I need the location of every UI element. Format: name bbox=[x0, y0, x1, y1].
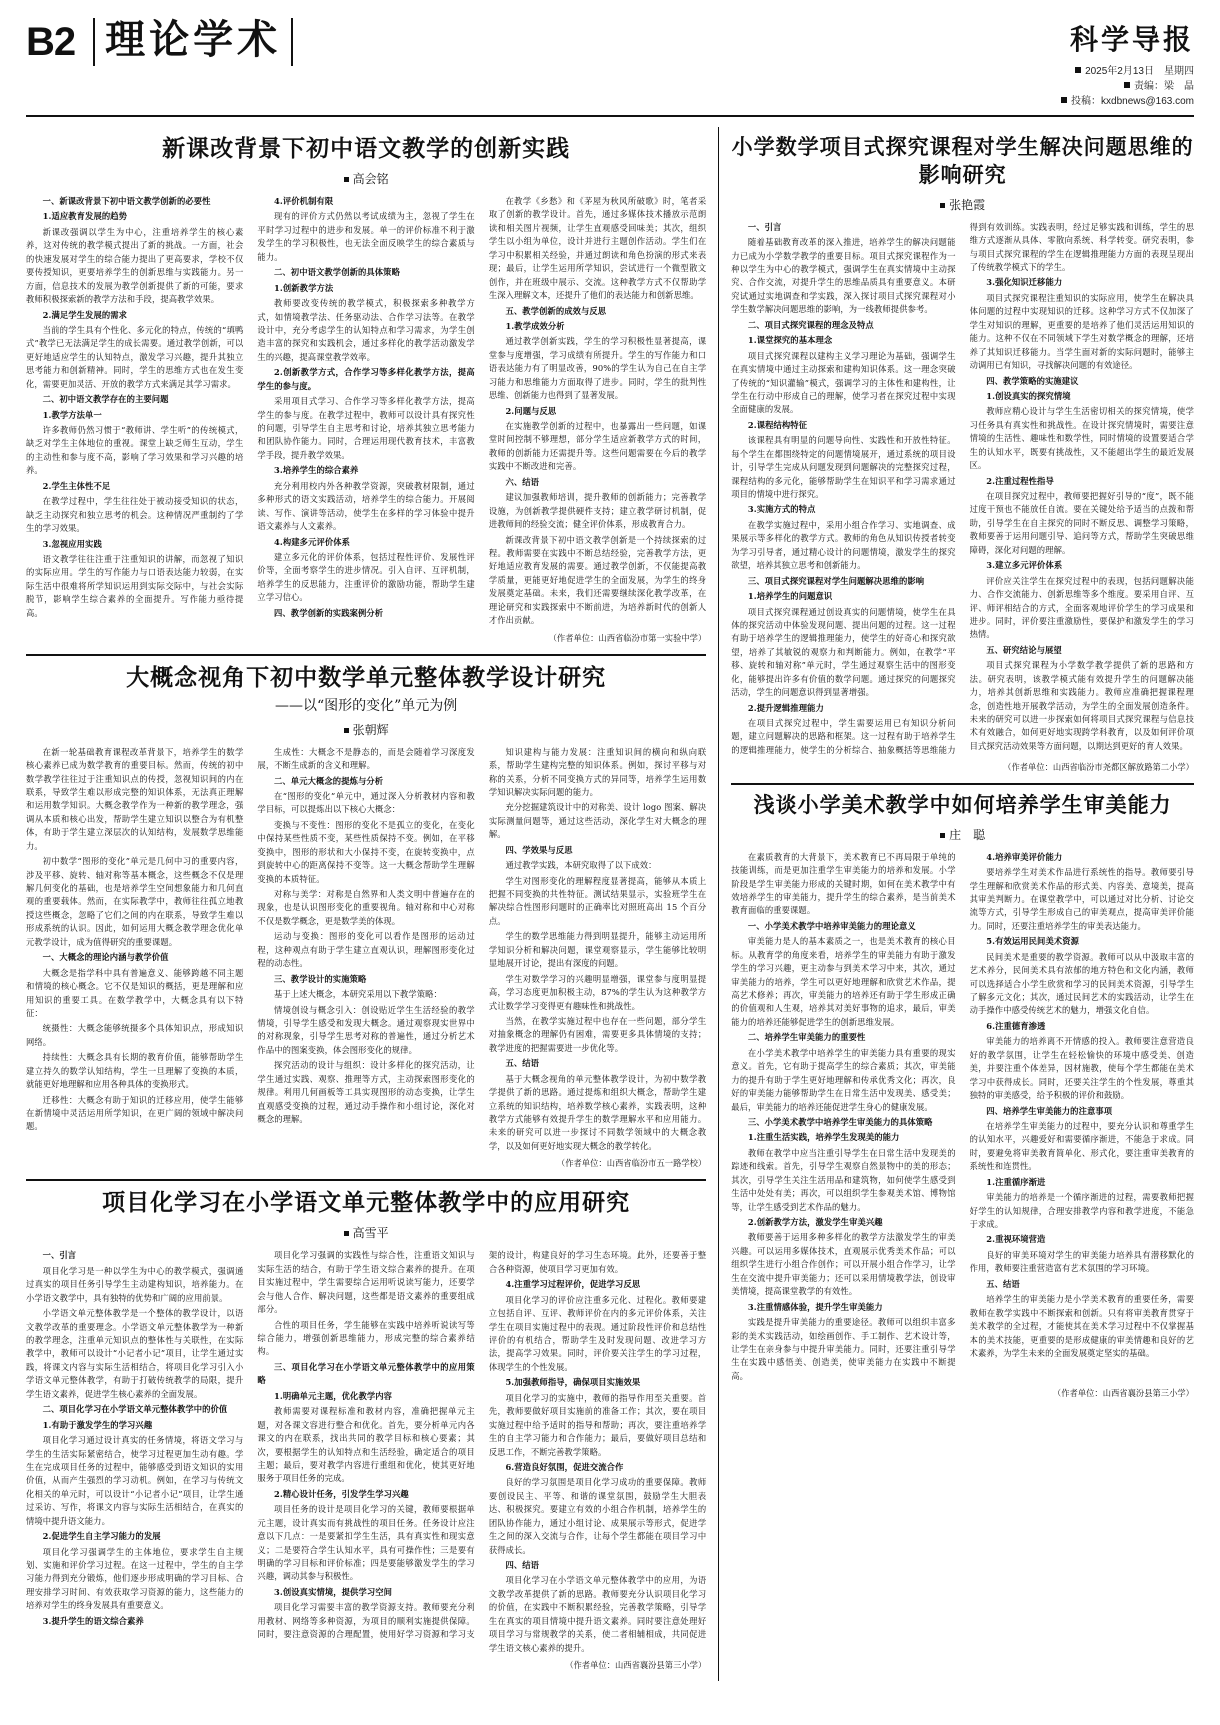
article-affiliation: （作者单位：山西省临汾市五一路学校） bbox=[556, 1158, 707, 1169]
article-subheading: 3.忽视应用实践 bbox=[42, 538, 102, 549]
article-byline bbox=[731, 826, 1194, 843]
article-paragraph: 在教学实施过程中，采用小组合作学习、实地调查、成果展示等多样化的教学方式。教师的角色从知识传授者转变为学习引导者，通过精心设计的问题情境，激发学生的探究欲望，培养其独立思考和创新能力。 bbox=[731, 519, 956, 571]
article-title: 小学数学项目式探究课程对学生解决问题思维的影响研究 bbox=[731, 134, 1194, 188]
article-subheading: 四、学效果与反思 bbox=[505, 844, 573, 855]
article-title: 浅谈小学美术教学中如何培养学生审美能力 bbox=[753, 792, 1172, 818]
article-paragraph: 变换与不变性：图形的变化不是孤立的变化，在变化中保持某些性质不变，某些性质保持不变。例如，在平移变换中，图形的形状和大小保持不变，在旋转变换中，点到旋转中心的距离保持不变等。这一大概念帮助学生理解变换的本质特征。 bbox=[257, 819, 475, 884]
article-subheading: 二、项目式探究课程的理念及特点 bbox=[747, 319, 874, 330]
article-paragraph: 项目式探究课程为小学数学教学提供了新的思路和方法。研究表明，该教学模式能有效提升学生的问题解决能力，培养其创新思维和实践能力。教师应准确把握课程理念，创造性地开展教学活动，为学生的全面发展创造条件。未来的研究可以进一步探索如何将项目式探究课程与信息技术有效融合，如何更好地实现跨学科教育，以及如何评价项目式探究活动效果等方面问题，以期达到更好的育人效果。 bbox=[969, 660, 1194, 751]
submission-email: 投稿：kxdbnews@163.com bbox=[1071, 96, 1194, 107]
article-paragraph: 在小学美术教学中培养学生的审美能力具有重要的现实意义。首先，它有助于提高学生的综合素质；其次，审美能力的提升有助于学生更好地理解和传承优秀文化；再次，良好的审美能力能够帮助学生在日常生活中发现美、感受美；最后，审美能力的培养还能促进学生身心的健康发展。 bbox=[731, 1047, 956, 1112]
article-3 bbox=[26, 1187, 706, 1671]
article-paragraph: 实践是提升审美能力的重要途径。教师可以组织丰富多彩的美术实践活动，如绘画创作、手工制作、艺术设计等，让学生在亲身参与中提升审美能力。同时，还要注重引导学生在实践中感悟美、创造美，使审美能力在实践中不断提高。 bbox=[731, 1317, 956, 1381]
article-paragraph: 采用项目式学习、合作学习等多样化教学方法，提高学生的参与度。在教学过程中，教师可以设计具有探究性的问题，引导学生自主思考和讨论，培养其独立思考能力和团队协作能力。同时，合理运用现代教育技术，丰富教学手段，提升教学效果。 bbox=[257, 396, 475, 460]
article-affiliation: （作者单位：山西省襄汾县第三小学） bbox=[565, 1660, 707, 1671]
article-paragraph: 项目化学习需要丰富的教学资源支持。教师要充分利用教材、网络等多种资源，为项目的顺利实施提供保障。同时，要注意资源的合理配置，使用好学习资源和学习支架的设计，构建良好的学习生态环境。此外，还要善于整合各种资源，使项目学习更加有效。 bbox=[257, 1250, 707, 1640]
article-body bbox=[26, 1249, 706, 1655]
article-2 bbox=[26, 662, 706, 1170]
article-paragraph: 项目任务的设计是项目化学习的关键，教师要根据单元主题，设计真实而有挑战性的项目任务。任务设计应注意以下几点：一是要紧扣学生生活，具有真实性和现实意义；二是要符合学生认知水平，具有可操作性；三是要有明确的学习目标和评价标准；四是要能够激发学生的学习兴趣，调动其参与积极性。 bbox=[257, 1504, 475, 1582]
article-paragraph: 随着基础教育改革的深入推进，培养学生的解决问题能力已成为小学数学教学的重要目标。项目式探究课程作为一种以学生为中心的教学模式，强调学生在真实情境中主动探究、合作交流，对提升学生的思维品质具有重要意义。本研究试通过实地调查和学实践，深入探讨项目式探究课程对小学生数学解决问题思维的影响，为一线教师提供参考。 bbox=[731, 237, 956, 315]
article-paragraph: 通过教学创新实践，学生的学习积极性显著提高，课堂参与度增强，学习成绩有所提升。学生的写作能力和口语表达能力有了明显改善，90%的学生认为自己在自主学习能力和思维能力方面取得了进步。同时，学生的批判性思维、创新能力也得到了显著发展。 bbox=[488, 336, 707, 401]
article-paragraph: 在项目探究过程中，教师要把握好引导的“度”，既不能过度干预也不能放任自流。要在关键处给予适当的点拨和帮助，引导学生在自主探究的同时不断反思、调整学习策略，教师要善于运用问题引导、追问等方式，帮助学生突破思维障碍，深化对问题的理解。 bbox=[969, 491, 1194, 555]
article-paragraph: 在项目式探究过程中，学生需要运用已有知识分析问题，建立问题解决的思路和框架。这一过程有助于培养学生的逻辑推理能力，使学生的分析综合、抽象概括等思维能力得到有效训练。实践表明，经过足够实践和训练，学生的思维方式逐渐从具体、零散向系统、科学转变。研究表明，参与项目式探究课程的学生在逻辑推理能力方面的表现呈现出了传统教学模式下的学生。 bbox=[731, 221, 1194, 755]
article-paragraph: 合性的项目任务，学生能够在实践中培养听说读写等综合能力，增强创新思维能力，形成完整的综合素养结构。 bbox=[257, 1319, 475, 1357]
article-paragraph: 基于上述大概念，本研究采用以下教学策略： bbox=[274, 989, 442, 1000]
author-name: 张朝辉 bbox=[352, 722, 389, 737]
article-paragraph: 项目化学习强调的实践性与综合性，注重语文知识与实际生活的结合，有助于学生语文综合素养的提升。在项目实施过程中，学生需要综合运用听说读写能力，还要学会与他人合作、解决问题，这些都是语文素养的重要组成部分。 bbox=[257, 1250, 475, 1315]
article-subheading: 一、引言 bbox=[42, 1250, 77, 1261]
article-paragraph: 新课改强调以学生为中心，注重培养学生的核心素养，这对传统的教学模式提出了新的挑战。一方面，社会的快速发展对学生的综合能力提出了更高要求，学校不仅要传授知识，更要培养学生的创新思维与实践能力。另一方面，信息技术的发展为教学创新提供了新的可能，要求教师积极探索新的教学方法和手段，提高教学效果。 bbox=[26, 226, 244, 305]
bullet-icon bbox=[344, 1231, 349, 1236]
article-paragraph: 持续性：大概念具有长期的教育价值，能够帮助学生建立持久的数学认知结构，学生一旦理解了变换的本质，就能更好地理解和应用各种具体的变换形式。 bbox=[26, 1052, 244, 1090]
article-paragraph: 现有的评价方式仍然以考试成绩为主，忽视了学生在平时学习过程中的进步和发展。单一的评价标准不利于激发学生的学习积极性，也无法全面反映学生的综合素质与能力。 bbox=[257, 211, 475, 262]
article-subheading: 1.创新教学方法 bbox=[274, 282, 334, 293]
article-paragraph: 民间美术是重要的教学资源。教师可以从中汲取丰富的艺术养分，民间美术具有浓郁的地方特色和文化内涵，教师可以选择适合小学生欣赏和学习的民间美术资源，引导学生了解多元文化；其次，通过民间艺术的实践活动，让学生在动手操作中感受传统艺术的魅力，增强文化自信。 bbox=[969, 951, 1194, 1016]
article-title: 大概念视角下初中数学单元整体教学设计研究 bbox=[126, 663, 607, 691]
article-subheading: 四、培养学生审美能力的注意事项 bbox=[986, 1105, 1113, 1116]
article-paragraph: 审美能力的培养是一个循序渐进的过程，需要教师把握好学生的认知规律，合理安排教学内容和教学进度，不能急于求成。 bbox=[969, 1192, 1194, 1230]
page-folio: B2 bbox=[26, 20, 76, 64]
article-subheading: 1.明确单元主题，优化教学内容 bbox=[274, 1390, 393, 1401]
article-subheading: 五、结语 bbox=[986, 1278, 1020, 1289]
article-subheading: 三、教学设计的实施策略 bbox=[274, 973, 367, 984]
article-paragraph: 情境创设与概念引入：创设贴近学生生活经验的教学情境，引导学生感受和发现大概念。通过观察现实世界中的对称现象，引导学生思考对称的普遍性，通过分析艺术作品中的图案变换，体会图形变化的规律。 bbox=[257, 1004, 475, 1055]
article-subheading: 3.建立多元评价体系 bbox=[986, 560, 1063, 571]
article-paragraph: 项目化学习是一种以学生为中心的教学模式，强调通过真实的项目任务引导学生主动建构知识，培养能力。在小学语文教学中，具有独特的优势和广阔的应用前景。 bbox=[26, 1265, 244, 1303]
author-name: 高雪平 bbox=[352, 1226, 389, 1241]
article-paragraph: 教师需要对课程标准和教材内容，准确把握单元主题，对各课文容进行整合和优化。首先，要分析单元内各课文的内在联系，找出共同的教学目标和核心要素；其次，要根据学生的认知特点和生活经验，确定适合的项目主题；最后，要对教学内容进行重组和优化，使其更好地服务于项目任务的完成。 bbox=[257, 1406, 475, 1484]
article-subheading: 五、结语 bbox=[505, 1058, 540, 1069]
article-subheading: 4.注重学习过程评价，促进学习反思 bbox=[505, 1279, 641, 1290]
article-paragraph: 初中数学“图形的变化”单元是几何中习的重要内容，涉及平移、旋转、轴对称等基本概念，这些概念不仅是理解几何变化的基础，也是培养学生空间想象能力和几何直观的重要载体。然而，在实际教学中，教师往往孤立地教授这些概念，忽略了它们之间的内在联系，导致学生难以形成系统的认识。因此，如何运用大概念教学理念优化单元教学设计，成为值得研究的重要课题。 bbox=[26, 856, 244, 947]
article-affiliation: （作者单位：山西省临汾市第一实验中学） bbox=[548, 632, 707, 643]
article-title: 项目化学习在小学语文单元整体教学中的应用研究 bbox=[102, 1189, 631, 1217]
article-paragraph: 项目式探究课程通过创设真实的问题情境，使学生在具体的探究活动中体验发现问题、提出问题的过程。这一过程有助于培养学生的逻辑推理能力，使学生的好奇心和探究欲望，培养了其敏锐的观察力和判断能力。例如，在教学“平移、旋转和轴对称”单元时，学生通过观察生活中的图形变化，能够提出许多有价值的数学问题。通过探究的问题探究活动，学生的问题意识得到显著增强。 bbox=[731, 606, 956, 698]
article-subheading: 3.注重情感体验，提升学生审美能力 bbox=[747, 1301, 883, 1312]
article-paragraph: 学生对数学学习的兴趣明显增强，课堂参与度明显提高，学习态度更加积极主动，87%的学生认为这种教学方式让数学学习变得更有趣味性和挑战性。 bbox=[488, 973, 707, 1011]
article-paragraph: 生成性：大概念不是静态的，而是会随着学习深度发展，不断生成新的含义和理解。 bbox=[257, 746, 475, 771]
article-subheading: 三、项目式探究课程对学生问题解决思维的影响 bbox=[747, 575, 925, 586]
article-paragraph: 学生对图形变化的理解程度显著提高，能够从本质上把握不同变换的共性特征。测试结果显示，实验班学生在解决综合性图形问题时的正确率比对照班高出 15 个百分点。 bbox=[488, 875, 707, 926]
article-subheading: 二、初中语文教学存在的主要问题 bbox=[42, 394, 169, 405]
article-subheading: 四、教学创新的实践案例分析 bbox=[274, 607, 384, 618]
article-paragraph: 项目化学习强调学生的主体地位，要求学生自主规划、实施和评价学习过程。在这一过程中，学生的自主学习能力得到充分锻炼，他们逐步形成明确的学习目标、合理安排学习时间、有效获取学习资源的能力，这些能力的培养对学生的终身发展具有重要意义。 bbox=[26, 1546, 244, 1611]
article-paragraph: 当然，在教学实施过程中也存在一些问题，部分学生对抽象概念的理解仍有困难，需要更多具体情境的支持；教学进度的把握需要进一步优化等。 bbox=[488, 1015, 707, 1053]
article-paragraph: 良好的学习氛围是项目化学习成功的重要保障。教师要创设民主、平等、和谐的课堂氛围，鼓励学生大胆表达、积极探究。要建立有效的小组合作机制，培养学生的团队协作能力，通过小组讨论、成果展示等形式，促进学生之间的深入交流与合作，让每个学生都能在项目学习中获得成长。 bbox=[488, 1477, 707, 1555]
article-paragraph: 统摄性：大概念能够统摄多个具体知识点，形成知识网络。 bbox=[26, 1023, 244, 1047]
article-paragraph: 充分利用校内外各种教学资源，突破教材限制，通过多种形式的语文实践活动，培养学生的综合能力。开展阅读、写作、演讲等活动，使学生在多样的学习体验中提升语文素养与人文素养。 bbox=[257, 480, 475, 532]
article-subheading: 1.注重循序渐进 bbox=[986, 1176, 1046, 1187]
article-subheading: 二、培养学生审美能力的重要性 bbox=[747, 1032, 866, 1043]
article-subheading: 1.课堂探究的基本理念 bbox=[747, 335, 833, 346]
article-subheading: 1.创设真实的探究情境 bbox=[986, 390, 1071, 401]
article-subheading: 一、大概念的理论内涵与教学价值 bbox=[42, 952, 169, 963]
article-paragraph: 许多教师仍然习惯于“教师讲、学生听”的传统模式，缺乏对学生主体地位的重视。课堂上缺乏师生互动，学生的主动性和参与度不高，影响了学习效果和学习兴趣的培养。 bbox=[26, 425, 244, 476]
article-subheading: 3.实施方式的特点 bbox=[747, 504, 816, 515]
article-subheading: 3.培养学生的综合素养 bbox=[274, 465, 359, 476]
article-paragraph: 项目式探究课程注重知识的实际应用，使学生在解决具体问题的过程中实现知识的迁移。这种学习方式不仅加深了学生对知识的理解，更重要的是培养了他们灵活运用知识的能力。这种不仅在不同领域下学生对数学概念的理解，还培养了其知识迁移能力。当学生面对新的实际问题时，能够主动调用已有知识，寻找解决问题的有效途径。 bbox=[969, 292, 1194, 371]
column-rule bbox=[718, 127, 719, 1681]
article-paragraph: 充分挖掘建筑设计中的对称美、设计 logo 图案、解决实际测量问题等，通过这些活动，深化学生对大概念的理解。 bbox=[488, 802, 707, 840]
article-subheading: 2.课程结构特征 bbox=[747, 419, 808, 430]
masthead-right bbox=[1061, 18, 1194, 109]
article-subheading: 6.营造良好氛围，促进交流合作 bbox=[505, 1461, 624, 1472]
right-column bbox=[731, 127, 1194, 1681]
article-paragraph: 培养学生的审美能力是小学美术教育的重要任务，需要教师在教学实践中不断探索和创新。只有将审美教育贯穿于美术教学的全过程，才能使其在美术学习过程中不仅掌握基本的美术技能，更重要的是形成健康的审美情趣和良好的艺术素养，为学生未来的全面发展奠定坚实的基础。 bbox=[969, 1294, 1194, 1358]
bullet-icon bbox=[1061, 97, 1067, 103]
article-subheading: 二、项目化学习在小学语文单元整体教学中的价值 bbox=[42, 1404, 228, 1415]
article-paragraph: 知识建构与能力发展：注重知识间的横向和纵向联系，帮助学生建构完整的知识体系。例如，探讨平移与对称的关系，分析不同变换方式的异同等，培养学生运用数学知识解决实际问题的能力。 bbox=[488, 746, 707, 797]
article-subheading: 一、新课改背景下初中语文教学创新的必要性 bbox=[42, 196, 211, 207]
article-paragraph: 在素质教育的大背景下，美术教育已不再局限于单纯的技能训练，而是更加注重学生审美能力的培养和发展。小学阶段是学生审美能力形成的关键时期，如何在美术教学中有效培养学生的审美能力，提升学生的综合素养，是当前美术教育面临的重要课题。 bbox=[731, 851, 956, 916]
article-paragraph: 新课改背景下初中语文教学创新是一个持续探索的过程。教师需要在实践中不断总结经验，完善教学方法，更好地适应教育发展的需要。通过教学创新，不仅能提高教学质量，更能更好地促进学生的全面发展，为学生的终身发展奠定基础。未来，我们还需要继续深化教学改革，在理论研究和实践探索中不断前进，为培养新时代的创新人才作出贡献。 bbox=[488, 534, 707, 626]
article-paragraph: 项目化学习的评价应注重多元化、过程化。教师要建立包括自评、互评、教师评价在内的多元评价体系，关注学生在项目实施过程中的表现。通过阶段性评价和总结性评价的有机结合，帮助学生及时发现问题、改进学习方法，提高学习效果。同时，评价要关注学生的学习过程，体现学生的个性发展。 bbox=[488, 1294, 707, 1372]
article-subheading: 2.精心设计任务，引发学生学习兴趣 bbox=[274, 1488, 409, 1499]
article-subheading: 五、研究结论与展望 bbox=[986, 644, 1062, 655]
article-body bbox=[731, 851, 1194, 1384]
article-paragraph: 评价应关注学生在探究过程中的表现，包括问题解决能力、合作交流能力、创新思维等多个维度。要采用自评、互评、师评相结合的方式，全面客观地评价学生的学习成果和进步。同时，评价要注重激励性，要保护和激发学生的学习热情。 bbox=[969, 575, 1194, 640]
bullet-icon bbox=[344, 177, 349, 182]
article-subheading: 1.培养学生的问题意识 bbox=[747, 591, 833, 602]
article-paragraph: 该课程具有明显的问题导向性、实践性和开放性特征。每个学生在都围绕特定的问题情境展开，通过系统的项目设计，引导学生完成从问题发现到问题解决的完整探究过程，课程结构的多元化，能够帮助学生在知识平和学习需求通过项目的情境中进行探究。 bbox=[731, 435, 956, 499]
divider bbox=[26, 654, 706, 656]
article-subheading: 2.促进学生自主学习能力的发展 bbox=[42, 1531, 161, 1542]
article-subheading: 4.培养审美评价能力 bbox=[986, 851, 1063, 862]
article-paragraph: 建议加强教师培训，提升教师的创新能力；完善教学设施，为创新教学提供硬件支持；建立教学研讨机制，促进教师间的经验交流；健全评价体系，形成教育合力。 bbox=[488, 492, 707, 530]
article-subheading: 2.提升逻辑推理能力 bbox=[747, 702, 824, 713]
article-body bbox=[26, 195, 706, 628]
article-affiliation: （作者单位：山西省临汾市尧都区解放路第二小学） bbox=[1003, 762, 1194, 773]
article-subheading: 3.创设真实情境，提供学习空间 bbox=[274, 1586, 393, 1597]
article-subheading: 五、教学创新的成效与反思 bbox=[505, 305, 607, 316]
article-paragraph: 项目化学习通过设计真实的任务情境，将语文学习与学生的生活实际紧密结合，使学习过程更加生动有趣。学生在完成项目任务的过程中，能够感受到语文知识的实用价值，从而产生强烈的学习动机。例如，在学习与传统文化相关的单元时，可以设计“小记者小记”项目，让学生通过采访、写作，将课文内容与实际生活相结合，在真实的情境中提升语文能力。 bbox=[26, 1435, 244, 1526]
article-subheading: 4.评价机制有限 bbox=[274, 196, 334, 207]
article-subheading: 1.教学成效分析 bbox=[505, 320, 565, 331]
article-paragraph: 在培养学生审美能力的过程中，要充分认识和尊重学生的认知水平，兴趣爱好和需要循序渐进，不能急于求成。同时，要避免将审美教育简单化、形式化，要注重审美教育的系统性和连贯性。 bbox=[969, 1120, 1194, 1172]
article-subtitle: ——以“图形的变化”单元为例 bbox=[274, 697, 458, 714]
article-subheading: 四、结语 bbox=[505, 1560, 540, 1571]
article-subheading: 6.注重德育渗透 bbox=[986, 1020, 1046, 1031]
article-paragraph: 教师要善于运用多种多样化的教学方法激发学生的审美兴趣。可以运用多媒体技术，直观展示优秀美术作品；可以组织学生进行小组合作创作；可以开展小组合作学习，让学生在交流中提升审美能力；还可以采用情境教学法，创设审美情境，提高课堂教学的有效性。 bbox=[731, 1232, 956, 1297]
article-subheading: 2.注重过程性指导 bbox=[986, 475, 1054, 486]
article-subheading: 1.适应教育发展的趋势 bbox=[42, 211, 128, 222]
article-subheading: 四、教学策略的实施建议 bbox=[986, 375, 1079, 386]
article-paragraph: 项目化学习的实施中，教师的指导作用至关重要。首先，教师要做好项目实施前的准备工作；其次，要在项目实施过程中给予适时的指导和帮助；再次，要注重培养学生的自主学习能力和合作能力；最后，要做好项目总结和反思工作，不断完善教学策略。 bbox=[488, 1392, 707, 1457]
article-paragraph: 在教学过程中，学生往往处于被动接受知识的状态，缺乏主动探究和独立思考的机会。这种情况严重制约了学生的学习效果。 bbox=[26, 496, 244, 534]
article-paragraph: 在新一轮基础教育课程改革背景下，培养学生的数学核心素养已成为数学教育的重要目标。然而，传统的初中数学教学往往过于注重知识点的传授，忽视知识间的内在联系，导致学生难以形成完整的知识体系，无法真正理解和运用数学知识。大概念教学作为一种新的教学理念，强调从本质和核心出发，帮助学生建立知识以整合为有机整体，有助于学生建立深层次的认知结构，发展数学思维能力。 bbox=[26, 746, 244, 851]
article-body bbox=[26, 746, 706, 1154]
article-paragraph: 基于大概念视角的单元整体教学设计，为初中数学教学提供了新的思路。通过提炼和组织大概念，帮助学生建立系统的知识结构，培养数学核心素养，实践表明，这种教学方式能够有效提升学生的数学理解水平和应用能力。未来的研究可以进一步探讨不同数学领域中的大概念教学，以及如何更好地实现大概念的教学转化。 bbox=[488, 1073, 707, 1151]
masthead-left bbox=[26, 18, 293, 66]
article-paragraph: 迁移性：大概念有助于知识的迁移应用，使学生能够在新情境中灵活运用所学知识，在更广阔的领域中解决问题。 bbox=[26, 1094, 244, 1132]
article-subheading: 5.有效运用民间美术资源 bbox=[986, 936, 1080, 947]
article-paragraph: 在实施教学创新的过程中，也暴露出一些问题，如课堂时间控制不够理想，部分学生适应新教学方式的时间，教师的创新能力还需提升等。这些问题需要在今后的教学实践中不断改进和完善。 bbox=[488, 421, 707, 472]
editor-line: 责编：梁 晶 bbox=[1134, 81, 1194, 92]
bullet-icon bbox=[1124, 82, 1130, 88]
article-subheading: 1.教学方法单一 bbox=[42, 409, 102, 420]
article-subheading: 二、初中语文教学创新的具体策略 bbox=[274, 267, 400, 278]
article-paragraph: 建立多元化的评价体系，包括过程性评价、发展性评价等，全面考察学生的进步情况。引入自评、互评机制，培养学生的反思能力，注重评价的激励功能，帮助学生建立学习信心。 bbox=[257, 551, 475, 603]
article-byline bbox=[26, 721, 706, 738]
bullet-icon bbox=[344, 728, 349, 733]
article-paragraph: 教师在教学中应当注重引导学生在日常生活中发现美的踪迹和线索。首先，引导学生观察自然景物中的美的形态；其次，引导学生关注生活用品和建筑物，如何使学生感受到生活中处处有美；再次，可以组织学生参观美术馆、博物馆等，让学生感受到艺术作品的魅力。 bbox=[731, 1147, 956, 1212]
article-paragraph: 运动与变换：图形的变化可以看作是图形的运动过程，这种观点有助于学生建立直观认识，理解图形变化过程的动态性。 bbox=[257, 931, 475, 969]
article-paragraph: 探究活动的设计与组织：设计多样化的探究活动，让学生通过实践、观察、推理等方式，主动探索图形变化的规律。利用几何画板等工具实现图形的动态变换，让学生直观感受变换的过程，通过动手操作和小组讨论，深化对概念的理解。 bbox=[257, 1060, 475, 1125]
article-byline bbox=[26, 170, 706, 187]
article-paragraph: 项目式探究课程以建构主义学习理论为基础，强调学生在真实情境中通过主动探索和建构知识体系。这一理念突破了传统的“知识灌输”模式，强调学习的主体性和建构性，让学生在行动中形成自己的理解，使学习者在探究过程中实现全面健康的发展。 bbox=[731, 350, 956, 415]
article-subheading: 3.强化知识迁移能力 bbox=[986, 277, 1063, 288]
article-subheading: 2.重视环境营造 bbox=[986, 1234, 1046, 1245]
article-subheading: 4.构建多元评价体系 bbox=[274, 536, 351, 547]
article-paragraph: 审美能力是人的基本素质之一，也是美术教育的核心目标。从教育学的角度来看，培养学生的审美能力有助于激发学生的学习兴趣，更主动参与到美术学习中来，其次，通过审美能力的培养，学生可以更好地理解和欣赏艺术作品，提高艺术修养；再次，审美能力的培养还有助于学生形成正确的价值观和人生观，培养其对美好事物的追求，最后，审美能力的培养还能够促进学生的创新思维发展。 bbox=[731, 936, 956, 1027]
section-title: 理论学术 bbox=[93, 18, 293, 66]
author-name: 庄 聪 bbox=[949, 827, 986, 842]
author-name: 高会铭 bbox=[352, 172, 389, 187]
article-body bbox=[731, 221, 1194, 758]
divider bbox=[26, 1179, 706, 1181]
divider bbox=[731, 783, 1194, 785]
article-subheading: 5.加强教师指导，确保项目实施效果 bbox=[505, 1377, 641, 1388]
article-subheading: 二、单元大概念的提炼与分析 bbox=[274, 775, 384, 786]
article-byline bbox=[26, 1224, 706, 1241]
article-1 bbox=[26, 133, 706, 644]
article-paragraph: 教师要改变传统的教学模式，积极探索多种教学方式，如情境教学法、任务驱动法、合作学习法等。在教学设计中，充分考虑学生的认知特点和学习需求，为学生创造丰富的探究和实践机会，通过多样化的教学活动激发学生的兴趣，提高课堂教学效率。 bbox=[257, 298, 475, 362]
article-paragraph: 在“图形的变化”单元中，通过深入分析教材内容和教学目标，可以提炼出以下核心大概念： bbox=[257, 790, 475, 815]
article-paragraph: 语文教学往往注重于注重知识的讲解，而忽视了知识的实际应用。学生的写作能力与口语表达能力较弱，在实际生活中很难将所学知识运用到实际交际中，与社会实际脱节，影响学生综合素养的全面提升。写作能力亟待提高。 bbox=[26, 553, 244, 618]
article-byline bbox=[731, 196, 1194, 213]
article-title: 新课改背景下初中语文教学的创新实践 bbox=[162, 135, 571, 162]
paper-name: 科学导报 bbox=[1069, 23, 1194, 56]
article-paragraph: 小学语文单元整体教学是一个整体的教学设计，以语文教学改革的重要理念。小学语文单元整体教学为一种新的教学理念，注重单元知识点的整体性与关联性，在实际教学中，教师可以设计“小记者小记”项目，让学生通过实践，将课文内容与实际生活相结合，将项目化学习引入小学语文单元整体教学，有助于打破传统教学的局限，提升学生语文素养，促进学生核心素养的全面发展。 bbox=[26, 1308, 244, 1399]
left-column bbox=[26, 127, 706, 1681]
article-subheading: 3.提升学生的语文综合素养 bbox=[42, 1615, 144, 1626]
bullet-icon bbox=[940, 203, 945, 208]
article-paragraph: 教师应精心设计与学生生活密切相关的探究情境，使学习任务具有真实性和挑战性。在设计探究情境时，需要注意情境的生活性、趣味性和数学性，同时情境的设置要适合学生的认知水平，既要有挑战性，又不能超出学生的最近发展区。 bbox=[969, 406, 1194, 471]
article-paragraph: 大概念是指学科中具有普遍意义、能够跨越不同主题和情境的核心概念。它不仅是知识的概括，更是理解和应用知识的重要工具。在数学教学中，大概念具有以下特征： bbox=[26, 967, 244, 1018]
article-5 bbox=[731, 791, 1194, 1399]
article-paragraph: 当前的学生具有个性化、多元化的特点，传统的“填鸭式”教学已无法满足学生的成长需要。通过教学创新，可以更好地适应学生的认知特点，激发学习兴趣，提升其独立思考能力和创新精神。同时，学生的思维方式也在发生变化，需要更加灵活、开放的教学方式来满足其学习需求。 bbox=[26, 324, 244, 389]
masthead-meta bbox=[1061, 64, 1194, 109]
article-subheading: 三、小学美术教学中培养学生审美能力的具体策略 bbox=[747, 1116, 933, 1127]
author-name: 张艳霞 bbox=[949, 197, 986, 212]
article-paragraph: 审美能力的培养离不开情感的投入。教师要注意营造良好的教学氛围，让学生在轻松愉快的环境中感受美、创造美，并要注重个体差异，因材施教，使每个学生都能在美术学习中获得成长。同时，还要关注学生的个性发展，尊重其独特的审美感受，给予积极的评价和鼓励。 bbox=[969, 1036, 1194, 1101]
article-paragraph: 在教学《乡愁》和《茅屋为秋风所破歌》时，笔者采取了创新的教学设计。首先，通过多媒体技术播放示范朗读和相关图片视频，让学生直观感受回味美；其次，组织学生以小组为单位，设计并进行主题创作活动。学生们在学习中积累相关经验，并通过朗读和角色扮演的形式来表现；最后，让学生运用所学知识，尝试进行一个微型散文创作，并在班级中展示、交流。这种教学方式不仅帮助学生深入理解文本，还提升了他们的表达能力和创新思维。 bbox=[488, 196, 707, 301]
issue-date: 2025年2月13日 星期四 bbox=[1085, 66, 1194, 77]
article-subheading: 2.满足学生发展的需求 bbox=[42, 309, 128, 320]
article-subheading: 2.创新教学方式，合作学习等多样化教学方法，提高学生的参与度。 bbox=[257, 367, 475, 391]
article-subheading: 一、引言 bbox=[747, 221, 782, 232]
article-4 bbox=[731, 133, 1194, 773]
article-subheading: 2.创新教学方法，激发学生审美兴趣 bbox=[747, 1217, 883, 1228]
article-affiliation: （作者单位：山西省襄汾县第三小学） bbox=[1052, 1388, 1194, 1399]
article-subheading: 一、小学美术教学中培养审美能力的理论意义 bbox=[747, 920, 916, 931]
masthead bbox=[26, 18, 1194, 117]
bullet-icon bbox=[1075, 67, 1081, 73]
article-subheading: 1.注重生活实践，培养学生发现美的能力 bbox=[747, 1132, 900, 1143]
article-subheading: 六、结语 bbox=[505, 476, 540, 487]
page-columns bbox=[26, 127, 1194, 1681]
article-subheading: 2.问题与反思 bbox=[505, 405, 557, 416]
article-subheading: 三、项目化学习在小学语文单元整体教学中的应用策略 bbox=[257, 1361, 475, 1386]
article-paragraph: 要培养学生对美术作品进行系统性的指导。教师要引导学生理解和欣赏美术作品的形式美、内容美、意境美，提高其审美判断力。在课堂教学中，可以通过对比分析、讨论交流等方式，引导学生形成自己的审美观点，提高审美评价能力。同时，还要注重培养学生的审美表达能力。 bbox=[969, 867, 1194, 931]
article-paragraph: 对称与美学：对称是自然界和人类文明中普遍存在的现象，也是认识图形变化的重要视角。轴对称和中心对称不仅是数学概念，更是数学美的体现。 bbox=[257, 889, 475, 926]
article-subheading: 1.有助于激发学生的学习兴趣 bbox=[42, 1419, 153, 1430]
article-subheading: 2.学生主体性不足 bbox=[42, 480, 111, 491]
article-paragraph: 项目化学习在小学语文单元整体教学中的应用，为语文教学改革提供了新的思路。教师要充分认识项目化学习的价值，在实践中不断积累经验，完善教学策略，引导学生在真实的项目情境中提升语文素养。同时要注意处理好项目学习与常规教学的关系，使二者相辅相成，共同促进学生语文核心素养的提升。 bbox=[488, 1575, 707, 1653]
article-paragraph: 良好的审美环境对学生的审美能力培养具有潜移默化的作用，教师要注重营造富有艺术氛围的学习环境。 bbox=[969, 1249, 1194, 1274]
bullet-icon bbox=[940, 833, 945, 838]
article-paragraph: 通过教学实践，本研究取得了以下成效： bbox=[505, 860, 657, 871]
article-paragraph: 学生的数学思维能力得到明显提升，能够主动运用所学知识分析和解决问题，课堂观察显示，学生能够比较明显地展开讨论，提出有深度的问题。 bbox=[488, 931, 707, 969]
